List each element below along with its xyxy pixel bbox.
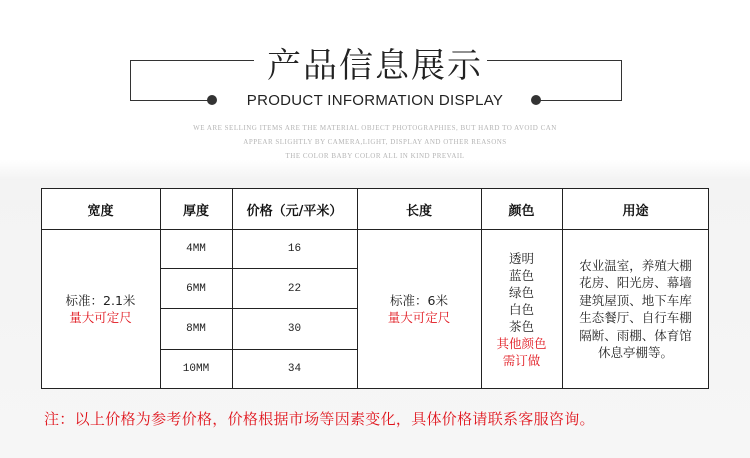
title-frame-top bbox=[130, 60, 254, 61]
table-border-bottom bbox=[41, 388, 709, 389]
usage-line: 生态餐厅、自行车棚 bbox=[579, 310, 692, 325]
thickness-row-1: 4MM bbox=[186, 243, 206, 255]
thickness-row-2: 6MM bbox=[186, 282, 206, 295]
header-color: 颜色 bbox=[508, 203, 535, 219]
header-thickness: 厚度 bbox=[182, 203, 209, 219]
length-cell bbox=[357, 230, 481, 388]
color-cell bbox=[481, 230, 562, 388]
width-cell bbox=[41, 230, 160, 388]
color-note: 需订做 bbox=[502, 352, 541, 368]
price-row-4: 34 bbox=[287, 363, 302, 375]
title-frame-top-right bbox=[487, 60, 622, 61]
header-price: 价格（元/平米） bbox=[246, 203, 343, 219]
color-item: 茶色 bbox=[508, 318, 534, 334]
price-row-2: 22 bbox=[287, 282, 302, 295]
thickness-row-3: 8MM bbox=[186, 323, 206, 335]
header-usage: 用途 bbox=[622, 203, 649, 219]
length-standard: 标准：6米 bbox=[390, 293, 448, 308]
width-standard: 标准：2.1米 bbox=[65, 293, 136, 308]
price-row-1: 16 bbox=[287, 243, 302, 255]
price-row-3: 30 bbox=[287, 323, 302, 335]
width-custom: 量大可定尺 bbox=[69, 310, 132, 325]
usage-line: 花房、阳光房、幕墙 bbox=[579, 275, 692, 290]
usage-cell bbox=[562, 230, 709, 388]
length-custom: 量大可定尺 bbox=[387, 310, 451, 325]
header-width: 宽度 bbox=[87, 203, 114, 219]
color-item: 透明 bbox=[508, 250, 534, 266]
usage-line: 建筑屋顶、地下车库 bbox=[579, 292, 692, 308]
usage-line: 农业温室，养殖大棚 bbox=[579, 257, 692, 273]
product-info-table bbox=[41, 188, 709, 389]
header-length: 长度 bbox=[405, 203, 432, 219]
fine-print-2: APPEAR SLIGHTLY BY CAMERA,LIGHT, DISPLAY AND OTHER REASONS bbox=[243, 138, 507, 146]
color-item: 绿色 bbox=[508, 284, 534, 300]
header bbox=[0, 0, 750, 180]
fine-print-3: THE COLOR BABY COLOR ALL IN KIND PREVAIL bbox=[285, 152, 465, 160]
price-note: 注：以上价格为参考价格，价格根据市场等因素变化，具体价格请联系客服咨询。 bbox=[44, 410, 595, 428]
page-title: 产品信息展示 bbox=[267, 46, 483, 86]
color-item: 白色 bbox=[508, 301, 534, 317]
page-subtitle: PRODUCT INFORMATION DISPLAY bbox=[246, 92, 504, 109]
thickness-row-4: 10MM bbox=[182, 363, 210, 375]
color-item: 蓝色 bbox=[508, 267, 534, 283]
usage-line: 休息亭棚等。 bbox=[597, 345, 673, 360]
fine-print-1: WE ARE SELLING ITEMS ARE THE MATERIAL OBJECT PHOTOGRAPHIES, BUT HARD TO AVOID CAN bbox=[193, 124, 557, 132]
usage-line: 隔断、雨棚、体育馆 bbox=[579, 327, 692, 343]
color-note: 其他颜色 bbox=[496, 335, 547, 351]
